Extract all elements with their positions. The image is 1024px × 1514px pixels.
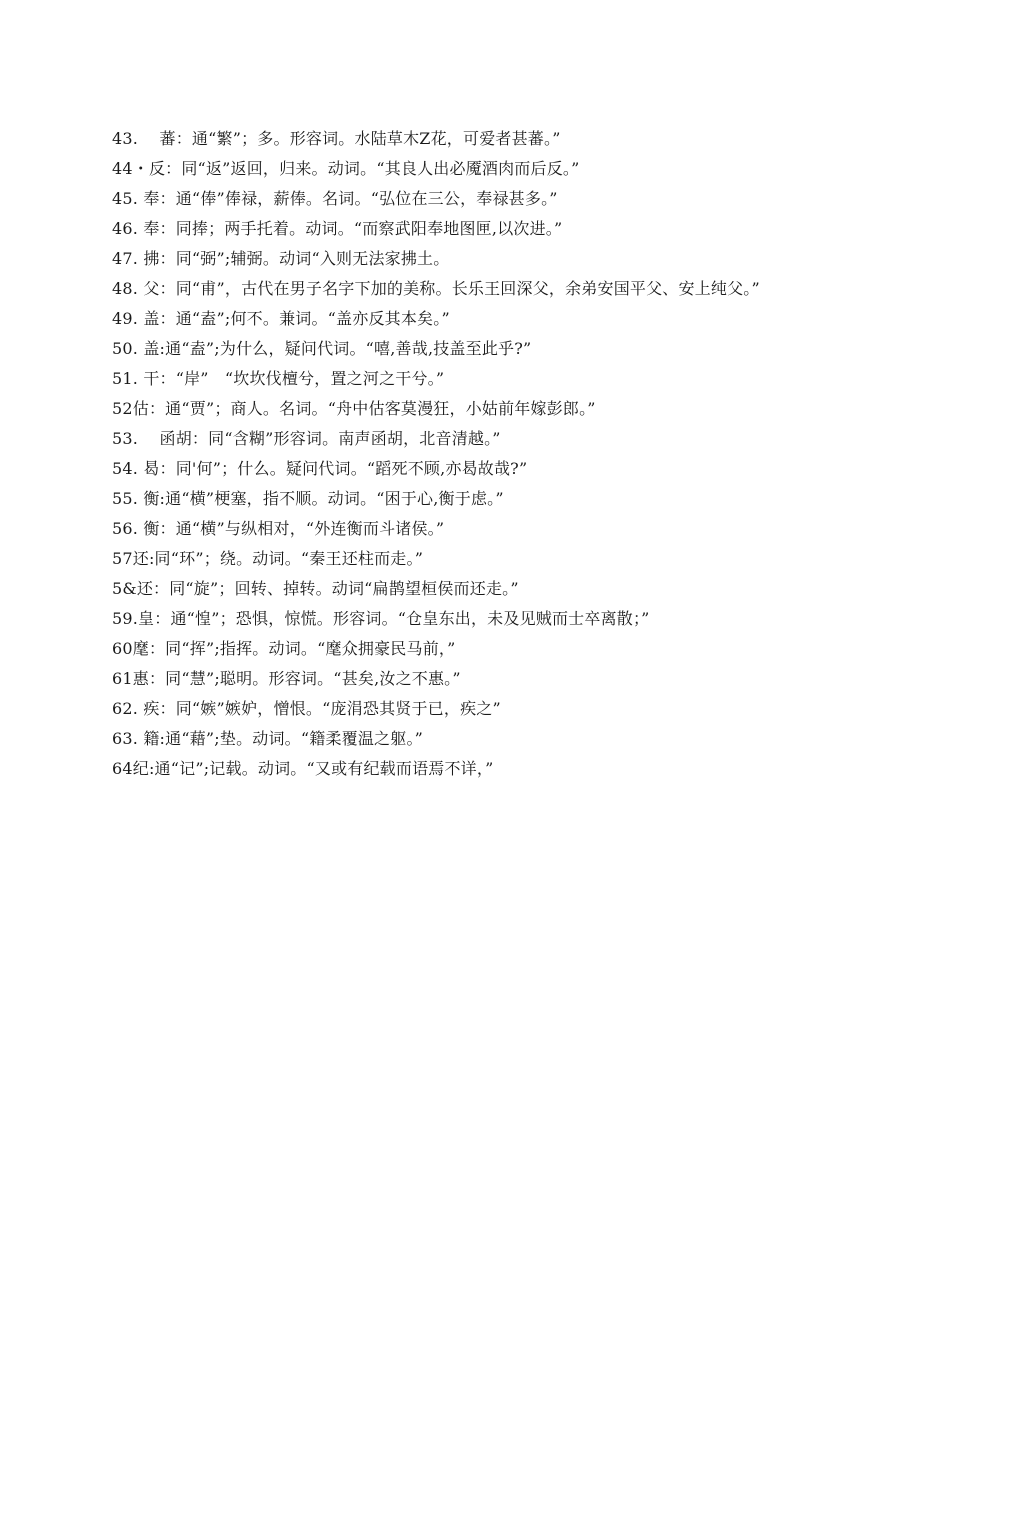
annotation-line-61: 61惠：同“慧”;聪明。形容词。“甚矣,汝之不惠。” <box>112 669 461 688</box>
annotation-line-44: 44・反：同“返”返回，归来。动词。“其良人出必魇酒肉而后反。” <box>112 159 580 178</box>
annotation-line-43: 43. 蕃：通“繁”；多。形容词。水陆草木Z花，可爱者甚蕃。” <box>112 129 561 148</box>
annotation-line-46: 46. 奉：同捧；两手托着。动词。“而察武阳奉地图匣,以次进。” <box>112 219 563 238</box>
annotation-line-50: 50. 盖:通“盍”;为什么，疑问代词。“嘻,善哉,技盖至此乎?” <box>112 339 532 358</box>
annotation-line-60: 60麾：同“挥”;指挥。动词。“麾众拥豪民马前，” <box>112 639 456 658</box>
annotation-line-47: 47. 拂：同“弼”;辅弼。动词“入则无法家拂土。 <box>112 249 450 268</box>
annotation-line-57: 57还:同“环”；绕。动词。“秦王还柱而走。” <box>112 549 424 568</box>
annotation-line-63: 63. 籍:通“藉”;垫。动词。“籍柔覆温之躯。” <box>112 729 424 748</box>
annotation-line-48: 48. 父：同“甫”，古代在男子名字下加的美称。长乐王回深父，余弟安国平父、安上纯父。” <box>112 279 760 298</box>
annotation-line-54: 54. 曷：同'何”；什么。疑问代词。“蹈死不顾,亦曷故哉?” <box>112 459 528 478</box>
annotation-line-56: 56. 衡：通“横”与纵相对，“外连衡而斗诸侯。” <box>112 519 445 538</box>
annotation-line-49: 49. 盖：通“盍”;何不。兼词。“盖亦反其本矣。” <box>112 309 450 328</box>
annotation-line-55: 55. 衡:通“横”梗塞，指不顺。动词。“困于心,衡于虑。” <box>112 489 504 508</box>
annotation-line-58: 5&还：同“旋”；回转、掉转。动词“扁鹊望桓侯而还走。” <box>112 579 519 598</box>
annotation-list <box>112 124 972 784</box>
annotation-line-59: 59.皇：通“惶”；恐惧，惊慌。形容词。“仓皇东出，未及见贼而士卒离散；” <box>112 609 650 628</box>
annotation-line-53: 53. 函胡：同“含糊”形容词。南声函胡，北音清越。” <box>112 429 501 448</box>
annotation-line-45: 45. 奉：通“俸”俸禄，薪俸。名词。“弘位在三公，奉禄甚多。” <box>112 189 558 208</box>
annotation-line-62: 62. 疾：同“嫉”嫉妒，憎恨。“庞涓恐其贤于已，疾之” <box>112 699 501 718</box>
annotation-line-51: 51. 干：“岸” “坎坎伐檀兮，置之河之干兮。” <box>112 369 445 388</box>
annotation-line-52: 52估：通“贾”；商人。名词。“舟中估客莫漫狂，小姑前年嫁彭郎。” <box>112 399 596 418</box>
annotation-line-64: 64纪:通“记”;记载。动词。“又或有纪载而语焉不详，” <box>112 759 494 778</box>
